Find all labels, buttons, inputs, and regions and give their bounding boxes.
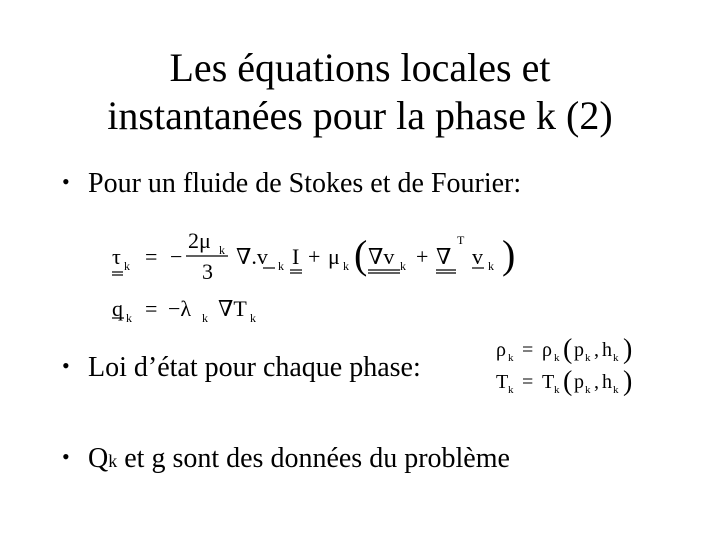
div-v-sub: k — [278, 259, 284, 273]
frac-numerator: 2μ — [188, 228, 211, 253]
temp-p: p — [574, 371, 584, 393]
rho-close-paren: ) — [623, 334, 633, 365]
bullet-state-law-text: Loi d’état pour chaque phase: — [88, 352, 421, 383]
stress-equals: = — [145, 244, 158, 269]
bullet-state-law — [62, 350, 421, 384]
rho-p-sub: k — [585, 352, 591, 364]
bullet-dot: • — [62, 444, 70, 469]
bullet-fluid-text: Pour un fluide de Stokes et de Fourier: — [88, 168, 522, 199]
rho-open-paren: ( — [563, 334, 573, 365]
temp-symbol: T — [496, 371, 509, 393]
q-symbol: q — [112, 296, 123, 321]
frac-num-sub: k — [219, 243, 225, 257]
open-paren: ( — [354, 232, 368, 277]
stokes-fourier-equations — [100, 212, 540, 337]
slide-title — [0, 44, 720, 140]
state-law-equations — [490, 330, 670, 406]
rho-sub: k — [508, 352, 514, 364]
rho-equals: = — [522, 339, 534, 361]
v-symbol: v — [472, 244, 483, 269]
title-line-1: Les équations locales et — [169, 45, 551, 90]
bullet-fluid — [62, 166, 521, 200]
temp-sub: k — [250, 311, 256, 325]
temp-equals: = — [522, 371, 534, 393]
stress-plus-1: + — [308, 244, 321, 269]
bullet-data — [62, 441, 510, 477]
bullet-data-middle: et — [117, 443, 152, 474]
temp-rhs-sub: k — [554, 384, 560, 396]
temp-p-sub: k — [585, 384, 591, 396]
gravity-vector: g — [151, 443, 166, 474]
rho-h-sub: k — [613, 352, 619, 364]
frac-denominator: 3 — [202, 259, 213, 284]
title-line-2: instantanées pour la phase k (2) — [107, 93, 613, 138]
bullet-data-prefix: Q — [88, 443, 109, 474]
rho-symbol: ρ — [496, 339, 506, 361]
tau-sub: k — [124, 259, 130, 273]
stress-minus: − — [170, 244, 183, 269]
rho-rhs-sub: k — [554, 352, 560, 364]
grad-transpose: ∇ — [436, 244, 452, 269]
bullet-dot: • — [62, 169, 70, 194]
v-sub: k — [488, 259, 494, 273]
rho-comma: , — [594, 339, 599, 361]
identity-symbol: I — [292, 244, 300, 269]
div-v: ∇.v — [236, 244, 268, 269]
rho-p: p — [574, 339, 584, 361]
bullet-dot: • — [62, 353, 70, 378]
temp-close-paren: ) — [623, 366, 633, 397]
temp-open-paren: ( — [563, 366, 573, 397]
temp-h-sub: k — [613, 384, 619, 396]
temp-sub: k — [508, 384, 514, 396]
temp-comma: , — [594, 371, 599, 393]
mu-symbol: μ — [328, 244, 340, 269]
grad-v: ∇v — [368, 244, 395, 269]
transpose-sup: T — [457, 233, 465, 247]
grad-v-sub: k — [400, 259, 406, 273]
grad-temperature: ∇T — [218, 296, 247, 321]
q-sub: k — [126, 311, 132, 325]
tau-symbol: τ — [112, 244, 121, 269]
mu-sub: k — [343, 259, 349, 273]
temp-rhs: T — [542, 371, 555, 393]
close-paren: ) — [502, 232, 516, 277]
minus-lambda: −λ — [168, 296, 192, 321]
flux-equals: = — [145, 296, 158, 321]
bullet-data-sub: k — [108, 451, 118, 471]
lambda-sub: k — [202, 311, 208, 325]
rho-h: h — [602, 339, 612, 361]
stress-plus-2: + — [416, 244, 429, 269]
temp-h: h — [602, 371, 612, 393]
rho-rhs: ρ — [542, 339, 552, 361]
bullet-data-suffix: sont des données du problème — [165, 443, 510, 474]
